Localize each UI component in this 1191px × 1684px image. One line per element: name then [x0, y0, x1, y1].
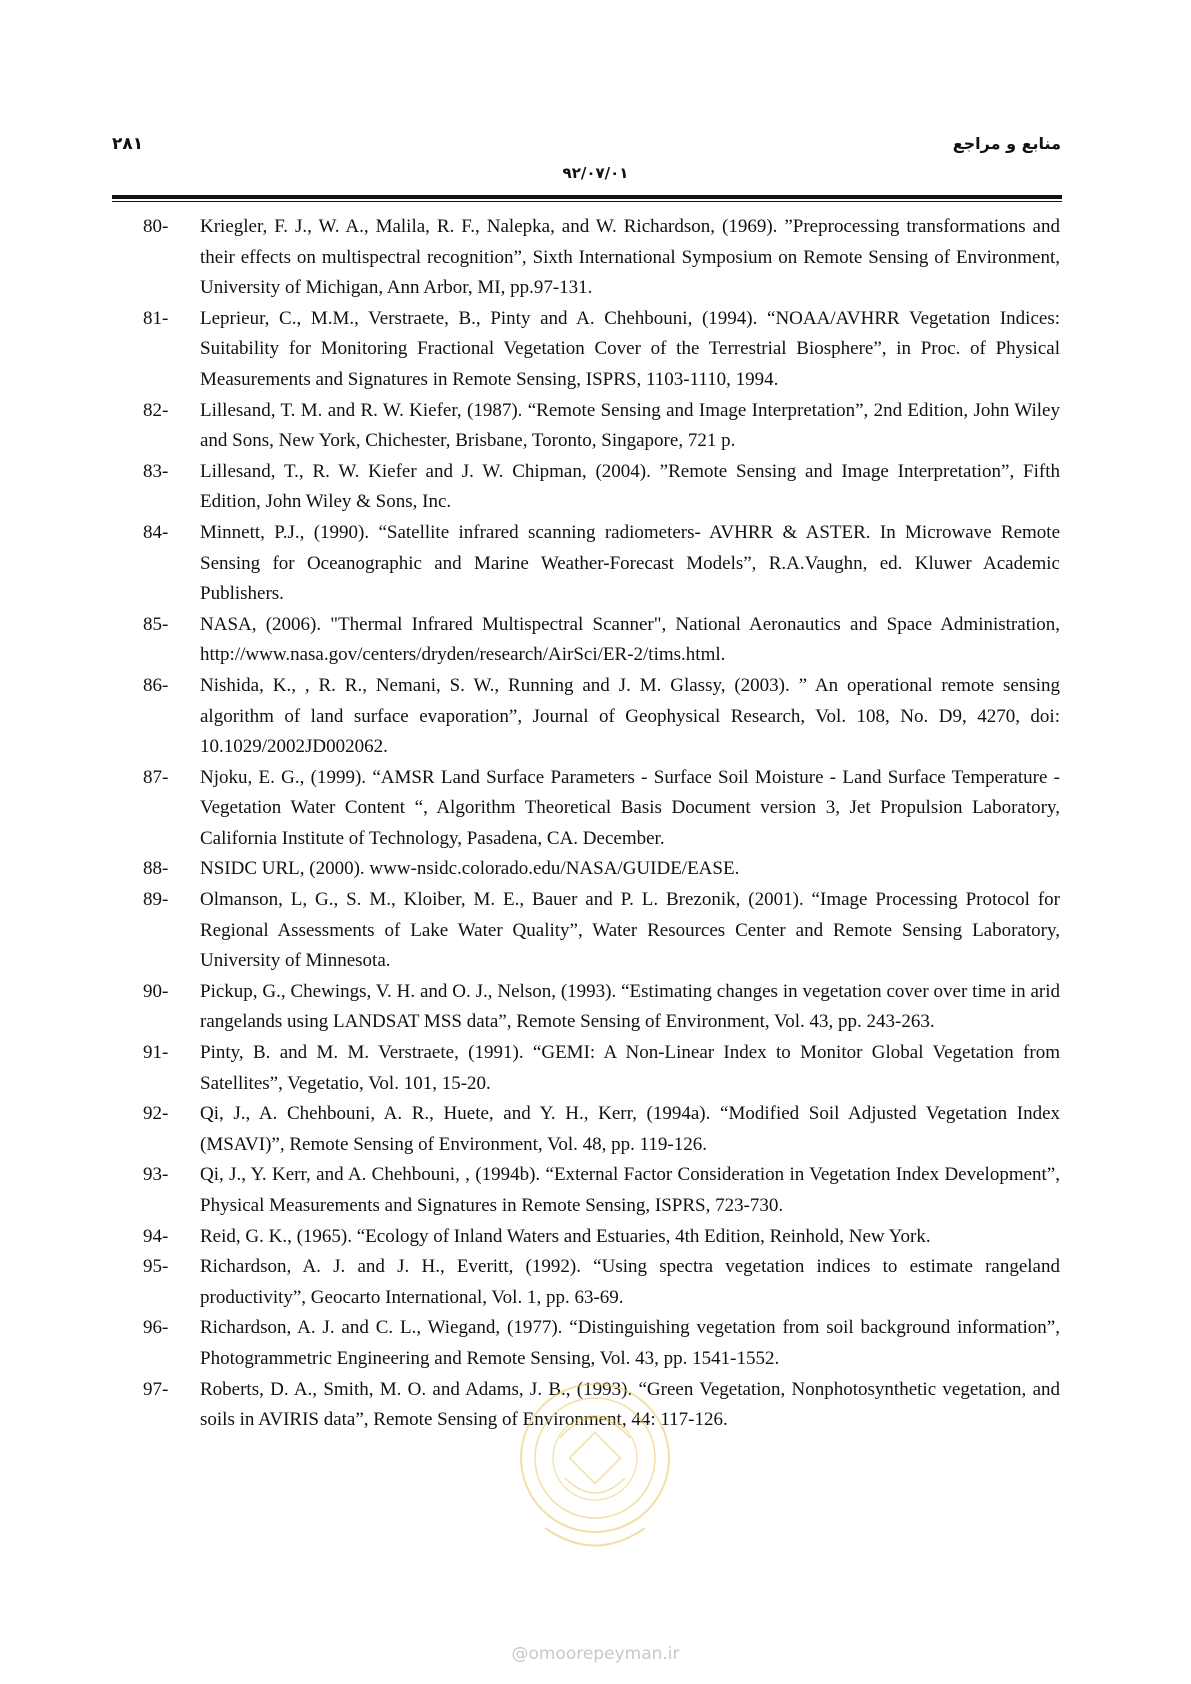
reference-number: 80- [143, 216, 169, 237]
reference-item [143, 457, 1060, 518]
reference-text: Minnett, P.J., (1990). “Satellite infrared scanning radiometers- AVHRR & ASTER. In Microwave Remote Sensing for Oceanographic and Marine Weather-Forecast Models”, R.A.Vaughn, ed. Kluwer Academic Publishers. [200, 521, 1060, 605]
reference-text: Richardson, A. J. and C. L., Wiegand, (1977). “Distinguishing vegetation from soil background information”, Photogrammetric Engineering and Remote Sensing, Vol. 43, pp. 1541-1552. [200, 1317, 1060, 1369]
reference-number: 94- [143, 1225, 169, 1247]
reference-text: Qi, J., Y. Kerr, and A. Chehbouni, , (1994b). “External Factor Consideration in Vegetation Index Development”, Physical Measurements and Signatures in Remote Sensing, ISPRS, 723-730. [200, 1164, 1060, 1216]
reference-number: 85- [143, 613, 169, 635]
reference-item [143, 1222, 1060, 1253]
reference-number: 89- [143, 889, 169, 911]
reference-number: 83- [143, 460, 169, 482]
reference-item [143, 1038, 1060, 1099]
reference-text: Richardson, A. J. and J. H., Everitt, (1992). “Using spectra vegetation indices to estimate rangeland productivity”, Geocarto International, Vol. 1, pp. 63-69. [200, 1256, 1060, 1308]
reference-number: 82- [143, 399, 169, 421]
reference-number: 97- [143, 1378, 169, 1400]
reference-text: Njoku, E. G., (1999). “AMSR Land Surface Parameters - Surface Soil Moisture - Land Surface Temperature - Vegetation Water Content “, Algorithm Theoretical Basis Document version 3, Jet Propulsion Laboratory, California Institute of Technology, Pasadena, CA. December. [200, 766, 1060, 849]
reference-text: Lillesand, T. M. and R. W. Kiefer, (1987). “Remote Sensing and Image Interpretation”, 2nd Edition, John Wiley and Sons, New York, Chichester, Brisbane, Toronto, Singapore, 721 p. [200, 399, 1060, 452]
reference-text: NSIDC URL, (2000). www-nsidc.colorado.edu/NASA/GUIDE/EASE. [200, 858, 740, 880]
reference-number: 90- [143, 980, 169, 1002]
reference-text: Qi, J., A. Chehbouni, A. R., Huete, and Y. H., Kerr, (1994a). “Modified Soil Adjusted Vegetation Index (MSAVI)”, Remote Sensing of Environment, Vol. 48, pp. 119-126. [200, 1103, 1060, 1155]
reference-item [143, 1160, 1060, 1221]
reference-text: Pinty, B. and M. M. Verstraete, (1991). “GEMI: A Non-Linear Index to Monitor Global Vegetation from Satellites”, Vegetatio, Vol. 101, 15-20. [200, 1042, 1060, 1094]
reference-number: 96- [143, 1317, 169, 1339]
reference-number: 87- [143, 766, 169, 788]
header-rule-thick [112, 195, 1062, 199]
page-number: ۲۸۱ [112, 134, 144, 154]
reference-item [143, 1252, 1060, 1313]
reference-item [143, 1099, 1060, 1160]
reference-item [143, 212, 1060, 304]
reference-text: NASA, (2006). "Thermal Infrared Multispectral Scanner", National Aeronautics and Space Administration, http://www.nasa.gov/centers/dryden/research/AirSci/ER-2/tims.html. [200, 613, 1060, 666]
reference-list [143, 212, 1060, 1436]
reference-number: 88- [143, 858, 169, 880]
reference-text: Lillesand, T., R. W. Kiefer and J. W. Chipman, (2004). ”Remote Sensing and Image Interpretation”, Fifth Edition, John Wiley & Sons, Inc. [200, 460, 1060, 513]
reference-text: Leprieur, C., M.M., Verstraete, B., Pinty and A. Chehbouni, (1994). “NOAA/AVHRR Vegetation Indices: Suitability for Monitoring Fractional Vegetation Cover of the Terrestrial Biosphere”, in Proc. of Physical Measurements and Signatures in Remote Sensing, ISPRS, 1103-1110, 1994. [200, 307, 1060, 390]
reference-text: Roberts, D. A., Smith, M. O. and Adams, J. B., (1993). “Green Vegetation, Nonphotosynthetic vegetation, and soils in AVIRIS data”, Remote Sensing of Environment, 44: 117-126. [200, 1378, 1060, 1431]
section-title: منابع و مراجع [952, 134, 1061, 153]
reference-item [143, 518, 1060, 610]
reference-item [143, 304, 1060, 396]
reference-item [143, 1313, 1060, 1374]
reference-text: Olmanson, L, G., S. M., Kloiber, M. E., Bauer and P. L. Brezonik, (2001). “Image Processing Protocol for Regional Assessments of Lake Water Quality”, Water Resources Center and Remote Sensing Laboratory, University of Minnesota. [200, 889, 1060, 972]
reference-text: Nishida, K., , R. R., Nemani, S. W., Running and J. M. Glassy, (2003). ” An operational remote sensing algorithm of land surface evaporation”, Journal of Geophysical Research, Vol. 108, No. D9, 4270, doi: 10.1029/2002JD002062. [200, 674, 1060, 758]
reference-text: Kriegler, F. J., W. A., Malila, R. F., Nalepka, and W. Richardson, (1969). ”Preprocessing transformations and their effects on multispectral recognition”, Sixth International Symposium on Remote Sensing of Environment, University of Michigan, Ann Arbor, MI, pp.97-131. [200, 216, 1060, 299]
watermark-seal-icon [505, 1378, 685, 1568]
reference-item [143, 671, 1060, 763]
reference-number: 91- [143, 1042, 169, 1064]
reference-text: Pickup, G., Chewings, V. H. and O. J., Nelson, (1993). “Estimating changes in vegetation cover over time in arid rangelands using LANDSAT MSS data”, Remote Sensing of Environment, Vol. 43, pp. 243-263. [200, 980, 1060, 1033]
reference-number: 93- [143, 1164, 169, 1186]
reference-number: 84- [143, 521, 169, 543]
reference-number: 92- [143, 1103, 169, 1125]
reference-item [143, 885, 1060, 977]
header-rule-thin [112, 201, 1062, 202]
reference-text: Reid, G. K., (1965). “Ecology of Inland Waters and Estuaries, 4th Edition, Reinhold, New York. [200, 1225, 931, 1247]
reference-number: 81- [143, 307, 169, 329]
reference-item [143, 977, 1060, 1038]
reference-number: 86- [143, 674, 169, 696]
reference-item [143, 763, 1060, 855]
header-date: ۹۲/۰۷/۰۱ [562, 164, 629, 182]
reference-item [143, 854, 1060, 885]
reference-number: 95- [143, 1256, 169, 1278]
watermark-text: @omoorepeyman.ir [511, 1644, 680, 1664]
reference-item [143, 610, 1060, 671]
reference-item [143, 396, 1060, 457]
